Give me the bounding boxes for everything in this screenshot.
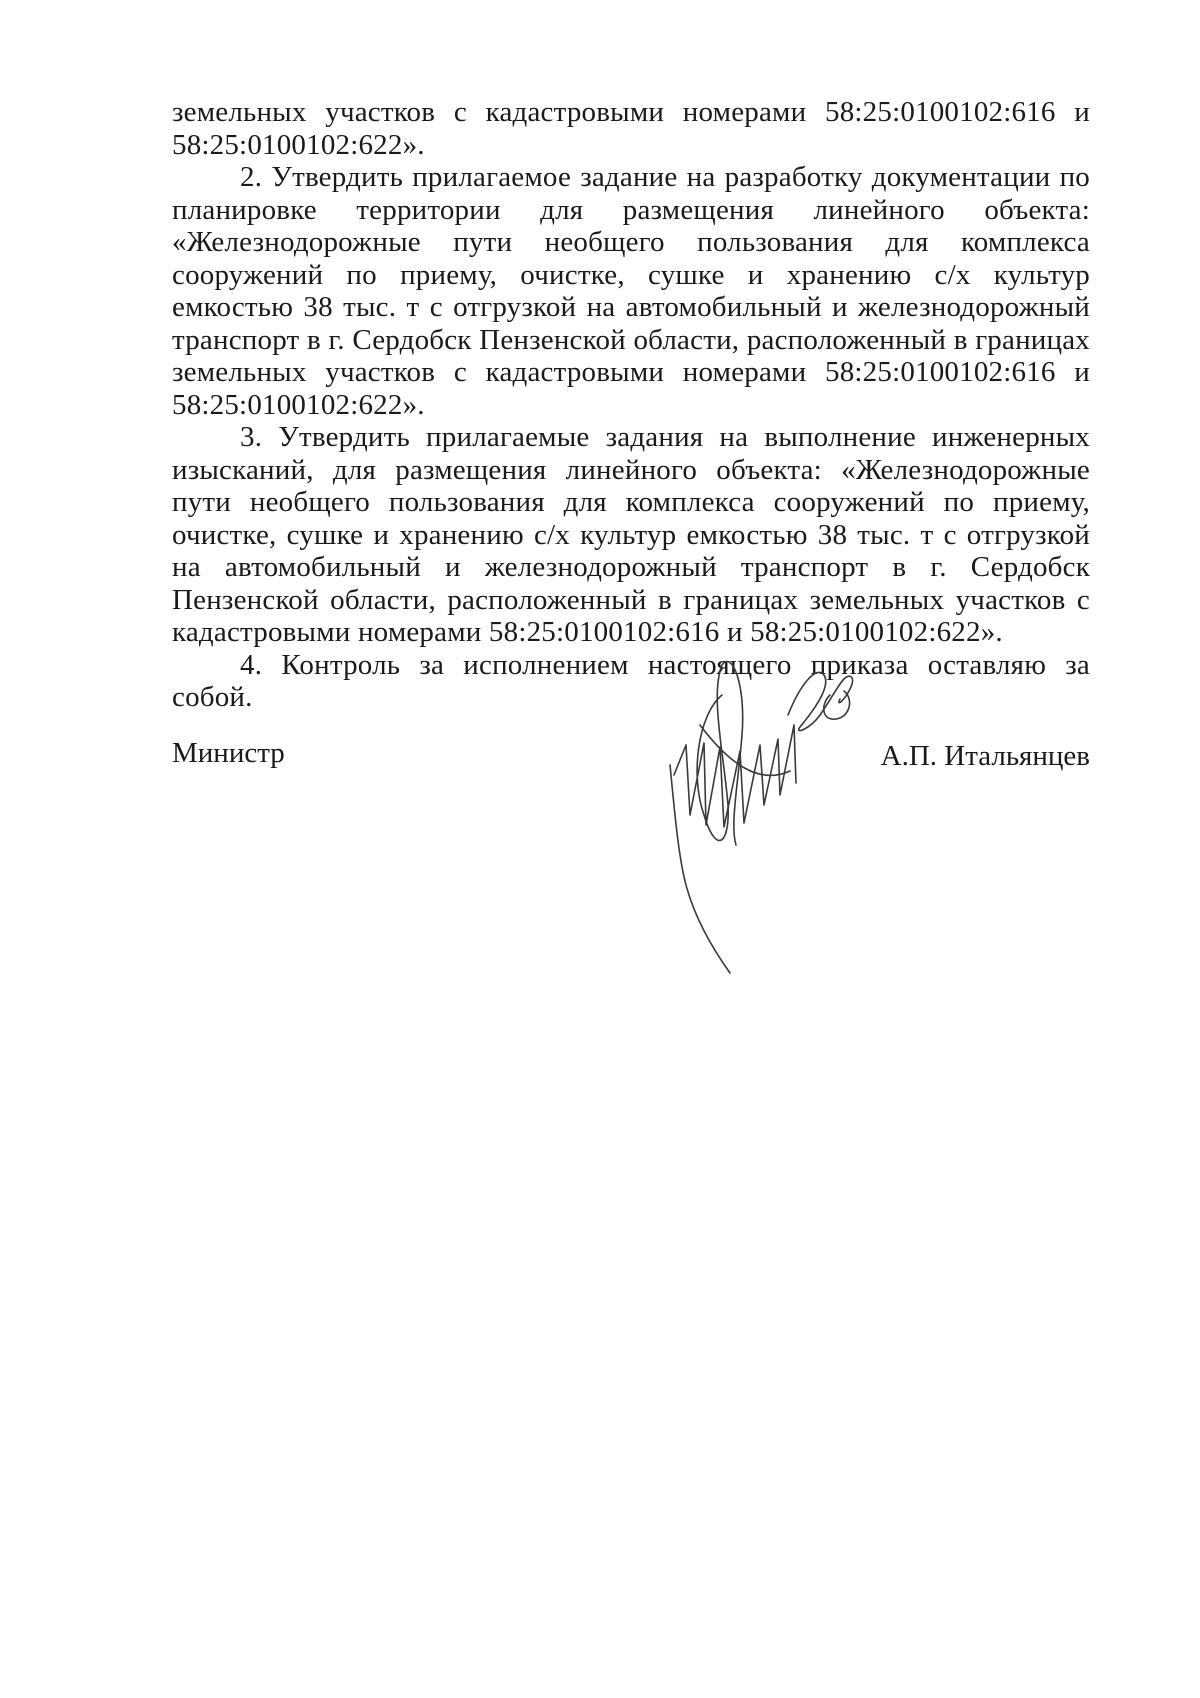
paragraph-item-4: 4. Контроль за исполнением настоящего приказа оставляю за собой.	[172, 648, 1090, 713]
signature-tail-stroke	[670, 765, 730, 973]
paragraph-item-3: 3. Утвердить прилагаемые задания на выполнение инженерных изысканий, для размещения линейного объекта: «Железнодорожные пути необщего пользования для комплекса сооружений по приему, очистке, сушке и хранению с/х культур емкостью 38 тыс. т с отгрузкой на автомобильный и железнодорожный транспорт в г. Сердобск Пензенской области, расположенный в границах земельных участков с кадастровыми номерами 58:25:0100102:616 и 58:25:0100102:622».	[172, 421, 1090, 648]
paragraph-item-2: 2. Утвердить прилагаемое задание на разработку документации по планировке территории для размещения линейного объекта: «Железнодорожные пути необщего пользования для комплекса сооружений по приему, очистке, сушке и хранению с/х культур емкостью 38 тыс. т с отгрузкой на автомобильный и железнодорожный транспорт в г. Сердобск Пензенской области, расположенный в границах земельных участков с кадастровыми номерами 58:25:0100102:616 и 58:25:0100102:622».	[172, 161, 1090, 421]
paragraph-continuation: земельных участков с кадастровыми номерами 58:25:0100102:616 и 58:25:0100102:622».	[172, 96, 1090, 161]
document-body	[172, 96, 1090, 714]
signature-block	[172, 735, 1090, 775]
signature-flourish-stroke	[788, 672, 852, 730]
signature-drawing	[660, 655, 880, 995]
position-title: Министр	[172, 737, 285, 769]
handwritten-signature	[660, 655, 880, 995]
signer-name: А.П. Итальянцев	[880, 740, 1090, 772]
signature-cross-stroke	[700, 725, 790, 775]
